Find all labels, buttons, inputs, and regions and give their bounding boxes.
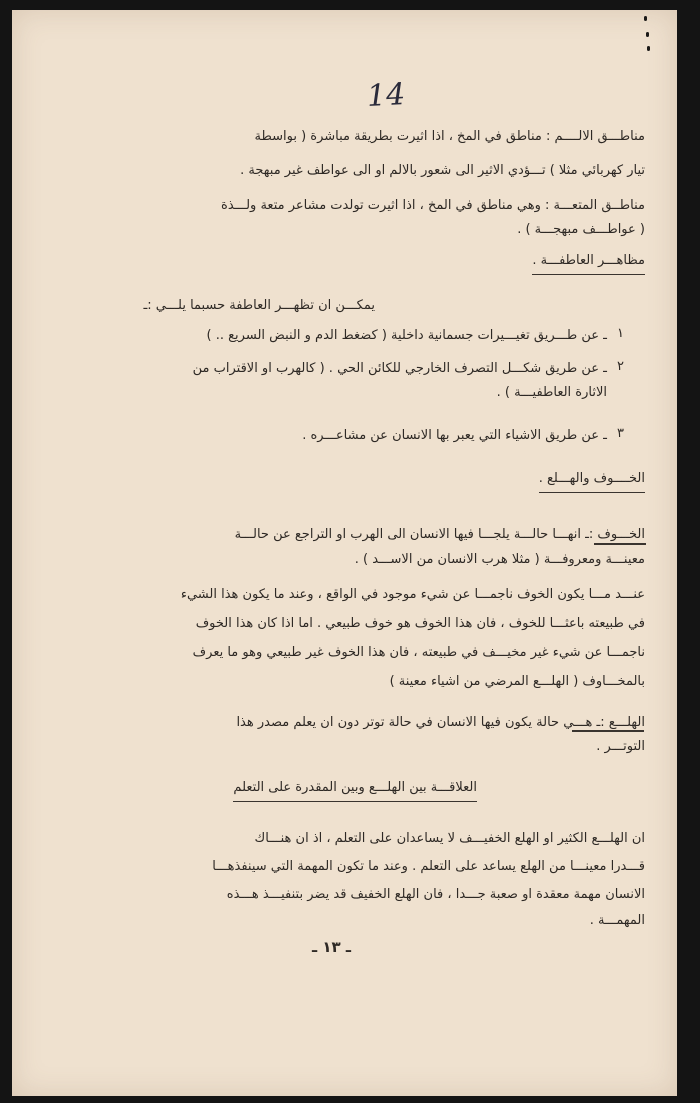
fear-paragraph-line-4: بالمخـــاوف ( الهلـــع المرضي من اشياء معينة ) (389, 674, 645, 689)
binding-hole-low (647, 46, 650, 51)
pleasure-areas-line-1: مناطــق المتعـــة : وهي مناطق في المخ ، اذا اثيرت تولدت مشاعر متعة ولـــذة (221, 198, 645, 213)
relation-paragraph-line-3: الانسان مهمة معقدة او صعبة جـــدا ، فان الهلع الخفيف قد يضر بتنفيـــذ هـــذه (226, 887, 645, 902)
emotion-manifestations-heading: مظاهـــر العاطفـــة . (532, 250, 645, 275)
binding-hole-top (644, 16, 647, 21)
panic-term-underline (572, 730, 644, 732)
handwritten-page-number: 14 (366, 77, 407, 114)
list-item-3-number: ٣ (617, 426, 624, 441)
manifestations-intro: يمكـــن ان تظهـــر العاطفة حسبما يلـــي :ـ (143, 298, 375, 313)
binding-hole-mid (646, 32, 649, 37)
fear-definition-line-2: معينـــة ومعروفـــة ( مثلا هرب الانسان من الاســـد ) . (354, 552, 645, 567)
fear-definition-line-1: الخـــوف :ـ انهـــا حالـــة يلجـــا فيها الانسان الى الهرب او التراجع عن حالـــة (234, 527, 645, 542)
relation-heading: العلاقـــة بين الهلـــع وبين المقدرة على التعلم (233, 777, 477, 802)
relation-paragraph-line-2: قـــدرا معينـــا من الهلع يساعد على التعلم . وعند ما تكون المهمة التي سينفذهـــا (212, 859, 645, 874)
document-page (12, 10, 677, 1096)
page-number: ـ ١٣ ـ (312, 938, 352, 956)
list-item-2-number: ٢ (617, 359, 624, 374)
fear-paragraph-line-1: عنـــد مـــا يكون الخوف ناجمـــا عن شيء موجود في الواقع ، وعند ما يكون هذا الشيء (180, 587, 645, 602)
list-item-3-text: ـ عن طريق الاشياء التي يعبر بها الانسان عن مشاعـــره . (302, 428, 607, 443)
panic-definition-line-2: التوتـــر . (596, 739, 645, 754)
relation-paragraph-line-1: ان الهلـــع الكثير او الهلع الخفيـــف لا يساعدان على التعلم ، اذ ان هنـــاك (254, 831, 645, 846)
list-item-1-text: ـ عن طـــريق تغيـــيرات جسمانية داخلية ( كضغط الدم و النبض السريع .. ) (206, 328, 607, 343)
panic-definition-line-1: الهلـــع :ـ هـــي حالة يكون فيها الانسان في حالة توتر دون ان يعلم مصدر هذا (236, 715, 645, 730)
fear-paragraph-line-2: في طبيعته باعثـــا للخوف ، فان هذا الخوف هو خوف طبيعي . اما اذا كان هذا الخوف (195, 616, 645, 631)
fear-panic-heading: الخــــوف والهـــلع . (539, 468, 645, 493)
list-item-2-text: ـ عن طريق شكـــل التصرف الخارجي للكائن الحي . ( كالهرب او الاقتراب من (192, 361, 607, 376)
list-item-1-number: ١ (617, 326, 624, 341)
pleasure-areas-line-2: ( عواطـــف مبهجـــة ) . (517, 222, 645, 237)
fear-term-underline (594, 543, 646, 545)
relation-paragraph-line-4: المهمـــة . (589, 913, 645, 928)
list-item-2-continuation: الاثارة العاطفيـــة ) . (496, 385, 607, 400)
pain-areas-line-1: مناطـــق الالــــم : مناطق في المخ ، اذا اثيرت بطريقة مباشرة ( بواسطة (254, 129, 645, 144)
fear-paragraph-line-3: ناجمـــا عن شيء غير مخيـــف في طبيعته ، فان هذا الخوف غير طبيعي وهو ما يعرف (192, 645, 645, 660)
pain-areas-line-2: تيار كهربائي مثلا ) تـــؤدي الاثير الى شعور بالالم او الى عواطف غير مبهجة . (240, 163, 645, 178)
